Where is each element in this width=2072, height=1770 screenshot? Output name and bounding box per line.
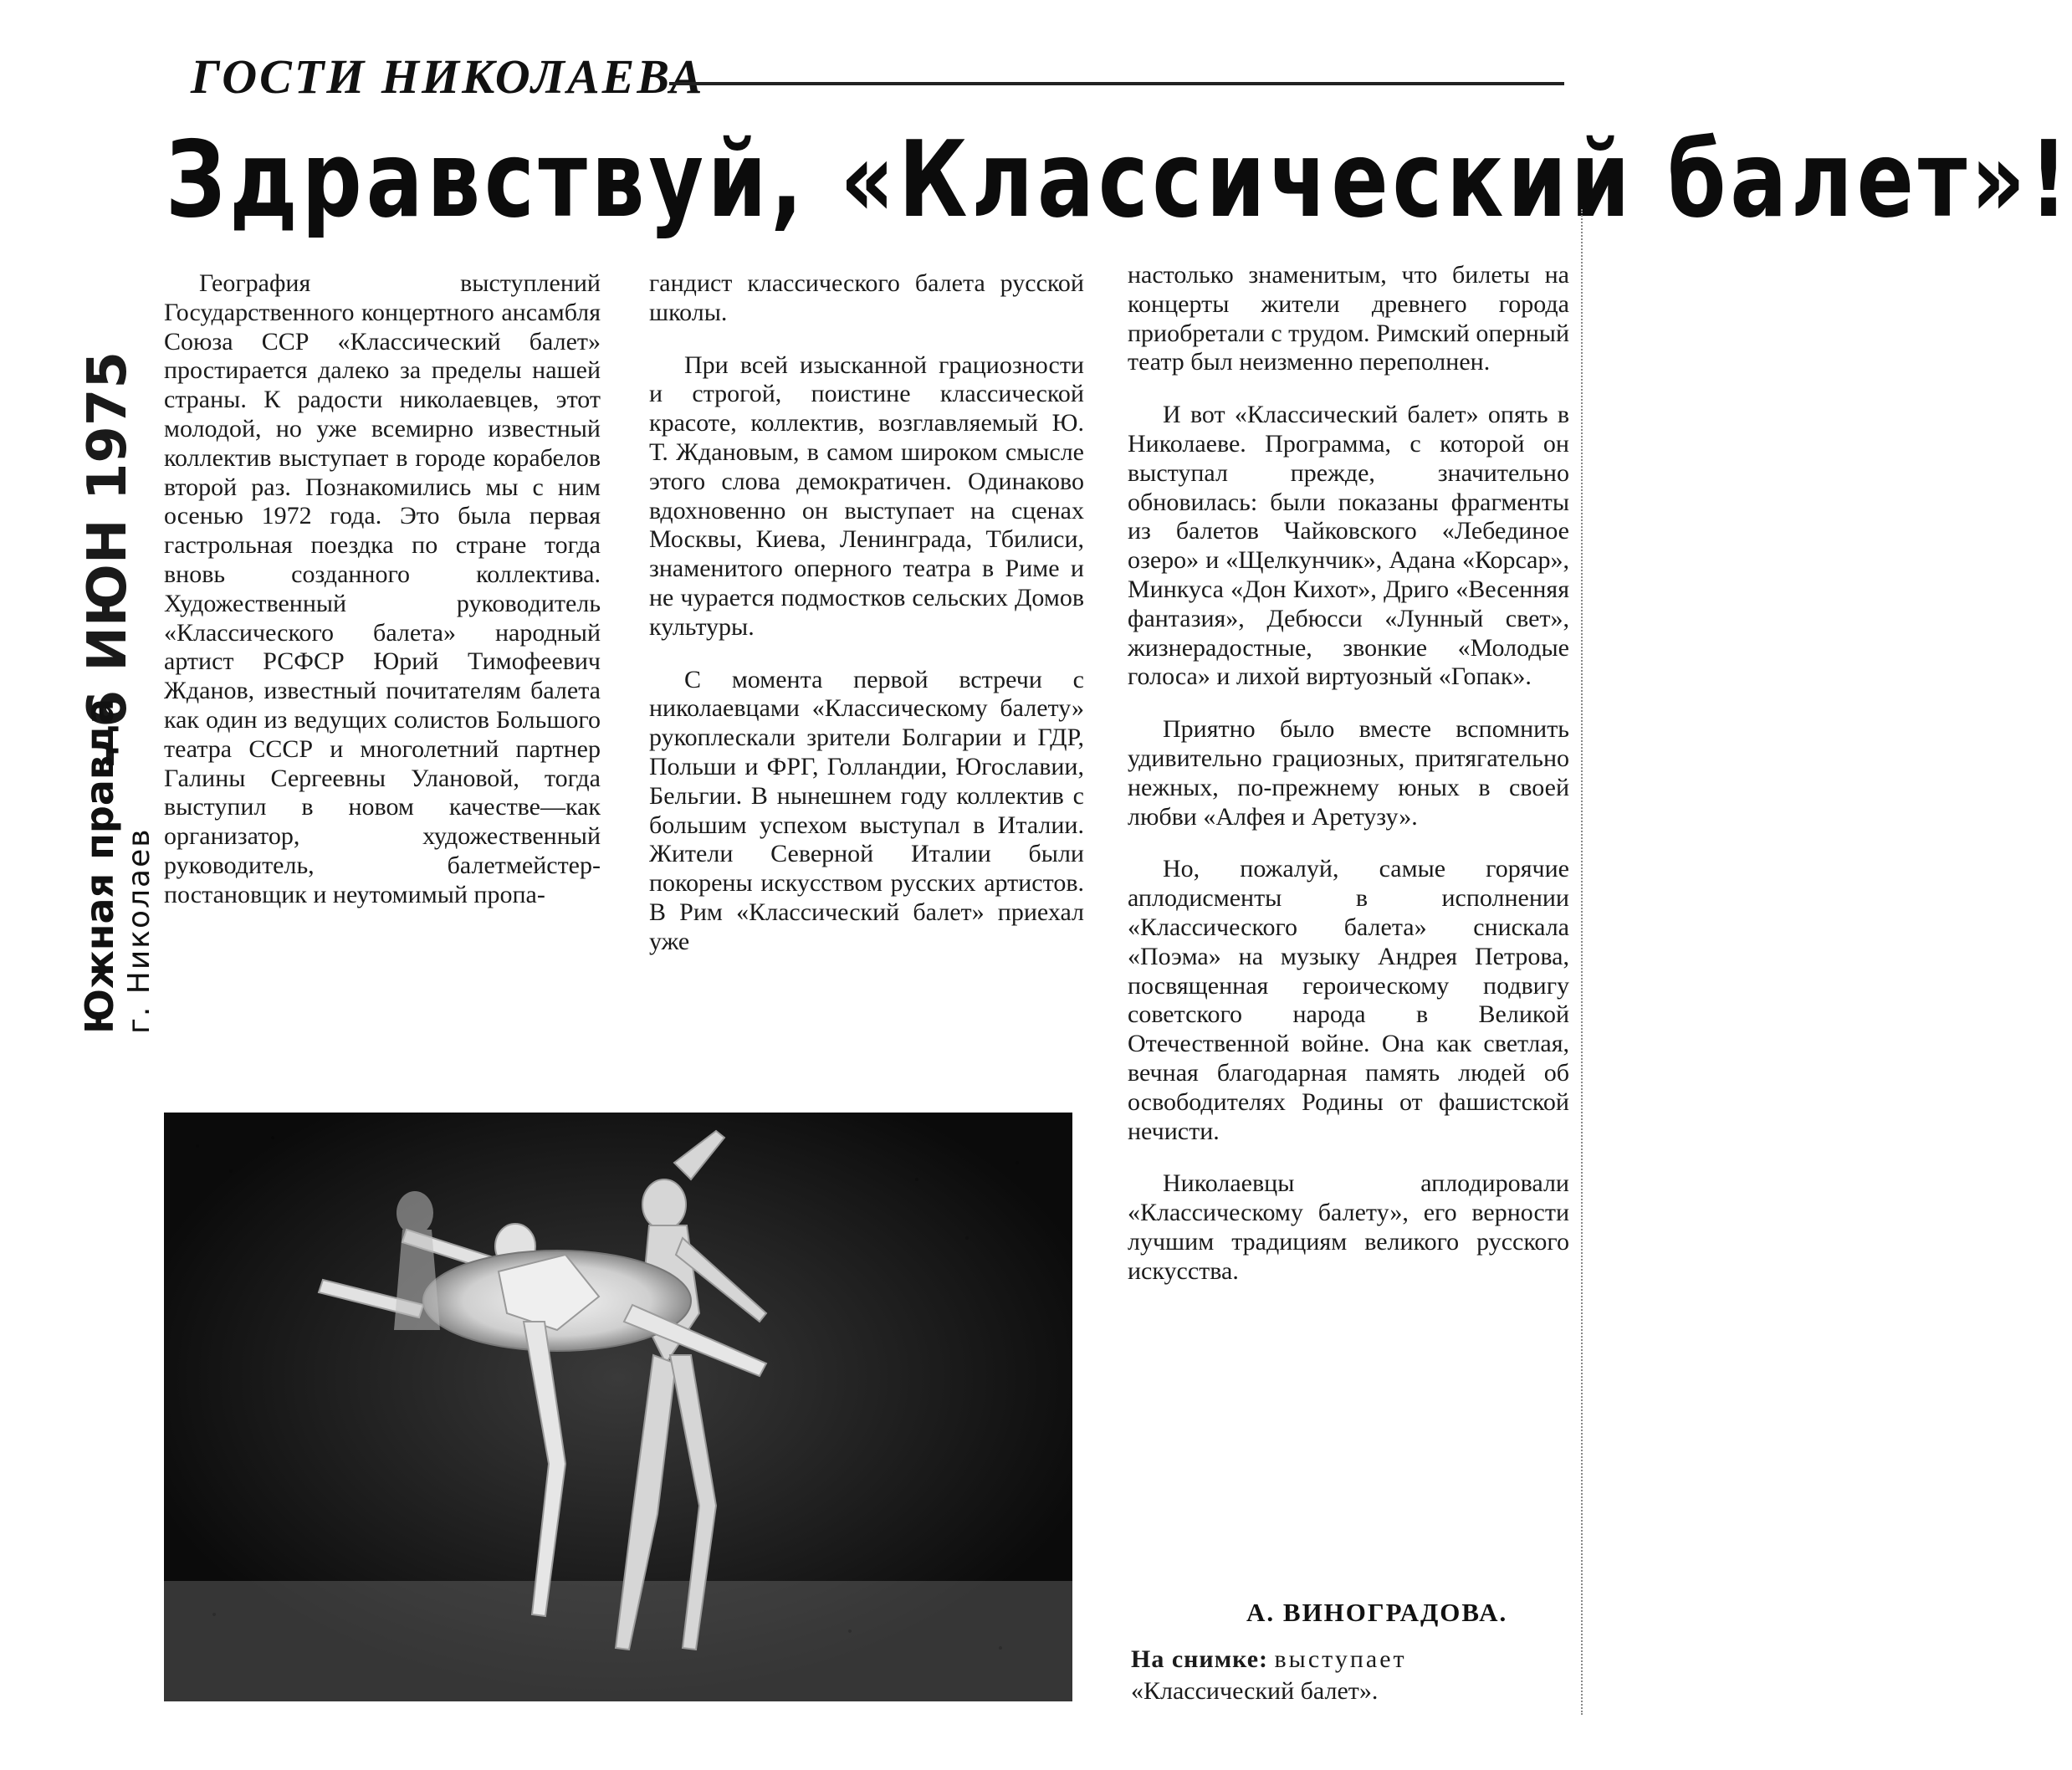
date-stamp-text: - 6 ИЮН 1975	[77, 351, 139, 769]
article-headline: Здравствуй, «Классический балет»!	[166, 118, 2072, 241]
text-column-2	[649, 269, 1084, 957]
paragraph: При всей изысканной грациозности и строгой, поистине классической красоте, коллектив, возглавляемый Ю. Т. Ждановым, в самом широком смысле этого слова демократичен. Одинаково вдохновенно он выступает на сценах Москвы, Киева, Ленинграда, Тбилиси, знаменитого оперного театра в Риме и не чурается подмостков сельских Домов культуры.	[649, 350, 1084, 641]
caption-text: выступает	[1274, 1645, 1407, 1673]
caption-label: На снимке:	[1131, 1645, 1268, 1673]
paragraph: настолько знаменитым, что билеты на концерты жители древнего города приобретали с трудом. Римский оперный театр был неизменно переполнен.	[1128, 261, 1569, 376]
clipping-edge	[1581, 209, 1583, 1715]
author-byline: А. ВИНОГРАДОВА.	[1246, 1598, 1508, 1627]
ballet-photo	[164, 1113, 1072, 1701]
paragraph: гандист классического балета русской школы.	[649, 269, 1084, 326]
photo-caption	[1131, 1644, 1568, 1707]
paragraph: С момента первой встречи с николаевцами «Классическому балету» рукоплескали зрители Болгарии и ГДР, Польши и ФРГ, Голландии, Югославии, Бельгии. В нынешнем году коллектив с большим успехом выступал в Италии. Жители Северной Италии были покорены искусством русских артистов. В Рим «Классический балет» приехал уже	[649, 665, 1084, 955]
paragraph: География выступлений Государственного концертного ансамбля Союза ССР «Классический балет» простирается далеко за пределы нашей страны. К радости николаевцев, этот молодой, но уже всемирно известный коллектив выступает в городе корабелов второй раз. Познакомились мы с ним осенью 1972 года. Это была первая гастрольная поездка по стране тогда вновь созданного коллектива. Художественный руководитель «Классического балета» народный артист РСФСР Юрий Тимофеевич Жданов, известный почитателям балета как один из ведущих солистов Большого театра СССР и многолетний партнер Галины Сергеевны Улановой, тогда выступил в новом качестве—как организатор, художественный руководитель, балетмейстер-постановщик и неутомимый пропа-	[164, 269, 601, 908]
city-stamp: г. Николаев	[122, 827, 156, 1034]
section-rubric: ГОСТИ НИКОЛАЕВА	[191, 49, 705, 104]
rubric-rule	[669, 82, 1564, 85]
text-column-1	[164, 269, 601, 910]
caption-text-2: «Классический балет».	[1131, 1677, 1379, 1705]
newspaper-name-stamp: Южная правда	[77, 698, 122, 1034]
paragraph: Приятно было вместе вспомнить удивительно грациозных, притягательно нежных, по-прежнему юных в своей любви «Алфея и Аретузу».	[1128, 715, 1569, 831]
text-column-3	[1128, 261, 1569, 1287]
paragraph: Николаевцы аплодировали «Классическому балету», его верности лучшим традициям великого русского искусства.	[1128, 1169, 1569, 1285]
paragraph: Но, пожалуй, самые горячие аплодисменты в исполнении «Классического балета» снискала «Поэма» на музыку Андрея Петрова, посвященная героическому подвигу советского народа в Великой Отечественной войне. Она как светлая, вечная благодарная память людей об освободителях Родины от фашистской нечисти.	[1128, 855, 1569, 1145]
ballet-dancers-illustration	[164, 1113, 1072, 1701]
paragraph: И вот «Классический балет» опять в Николаеве. Программа, с которой он выступал прежде, значительно обновилась: были показаны фрагменты из балетов Чайковского «Лебединое озеро» и «Щелкунчик», Адана «Корсар», Минкуса «Дон Кихот», Дриго «Весенняя фантазия», Дебюсси «Лунный свет», жизнерадостные, звонкие «Молодые голоса» и лихой виртуозный «Гопак».	[1128, 401, 1569, 691]
